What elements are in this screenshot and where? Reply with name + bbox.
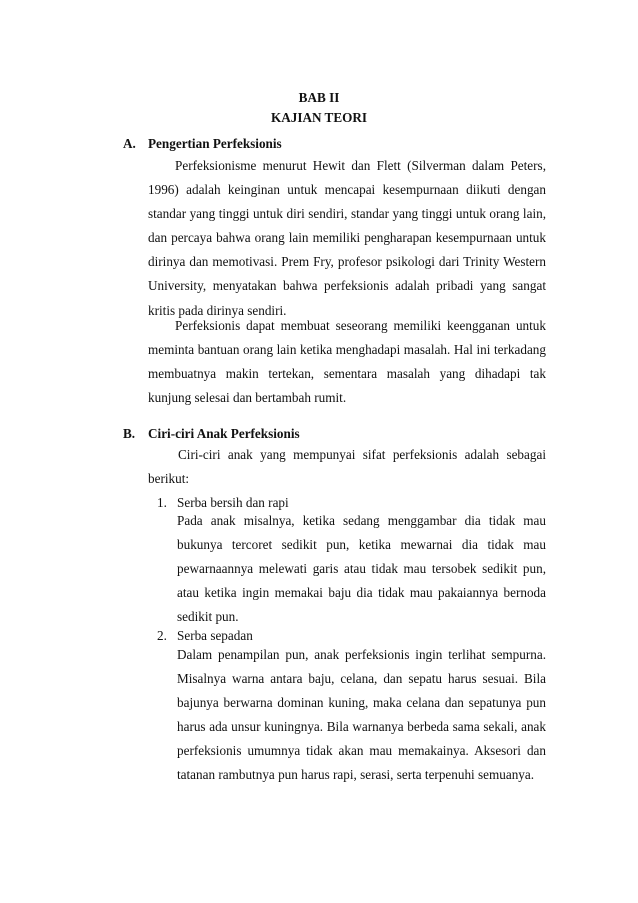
chapter-title: KAJIAN TEORI (270, 110, 368, 125)
section-b-title: Ciri-ciri Anak Perfeksionis (148, 426, 300, 441)
list-item-2-title: Serba sepadan (177, 628, 253, 643)
section-b-heading (123, 426, 300, 442)
section-a-paragraph-1: Perfeksionisme menurut Hewit dan Flett (Silverman dalam Peters, 1996) adalah keinginan untuk mencapai kesempurnaan diikuti dengan standar yang tinggi untuk diri sendiri, standar yang tinggi untuk orang lain, dan percaya bahwa orang lain memiliki pengharapan kesempurnaan untuk dirinya dan memotivasi. Prem Fry, profesor psikologi dari Trinity Western University, menyatakan bahwa perfeksionis adalah pribadi yang sangat kritis pada dirinya sendiri. (148, 158, 546, 318)
list-item-2-text: Dalam penampilan pun, anak perfeksionis ingin terlihat sempurna. Misalnya warna antara baju, celana, dan sepatu harus sesuai. Bila bajunya berwarna dominan kuning, maka celana dan sepatunya pun harus ada unsur kuningnya. Bila warnanya berbeda sama sekali, anak perfeksionis umumnya tidak akan mau memakainya. Aksesori dan tatanan rambutnya pun harus rapi, serasi, serta terpenuhi semuanya. (177, 647, 546, 783)
list-item-1-text: Pada anak misalnya, ketika sedang menggambar dia tidak mau bukunya tercoret sedikit pun, ketika mewarnai dia tidak mau pewarnaannya melewati garis atau tidak mau tersobek sedikit pun, atau ketika ingin memakai baju dia tidak mau pakaiannya bernoda sedikit pun. (177, 513, 546, 625)
list-item-2-heading (157, 628, 253, 644)
list-item-2-number: 2. (157, 628, 167, 643)
section-a-letter: A. (123, 136, 136, 151)
section-b-intro: Ciri-ciri anak yang mempunyai sifat perfeksionis adalah sebagai berikut: (148, 447, 546, 487)
list-item-1-number: 1. (157, 495, 167, 510)
section-a-heading (123, 136, 282, 152)
section-a-title: Pengertian Perfeksionis (148, 136, 282, 151)
chapter-label: BAB II (298, 90, 340, 105)
section-a-paragraph-2: Perfeksionis dapat membuat seseorang memiliki keengganan untuk meminta bantuan orang lain ketika menghadapi masalah. Hal ini terkadang membuatnya makin tertekan, sementara masalah yang dihadapi tak kunjung selesai dan bertambah rumit. (148, 318, 546, 406)
section-b-letter: B. (123, 426, 136, 441)
list-item-1-title: Serba bersih dan rapi (177, 495, 289, 510)
